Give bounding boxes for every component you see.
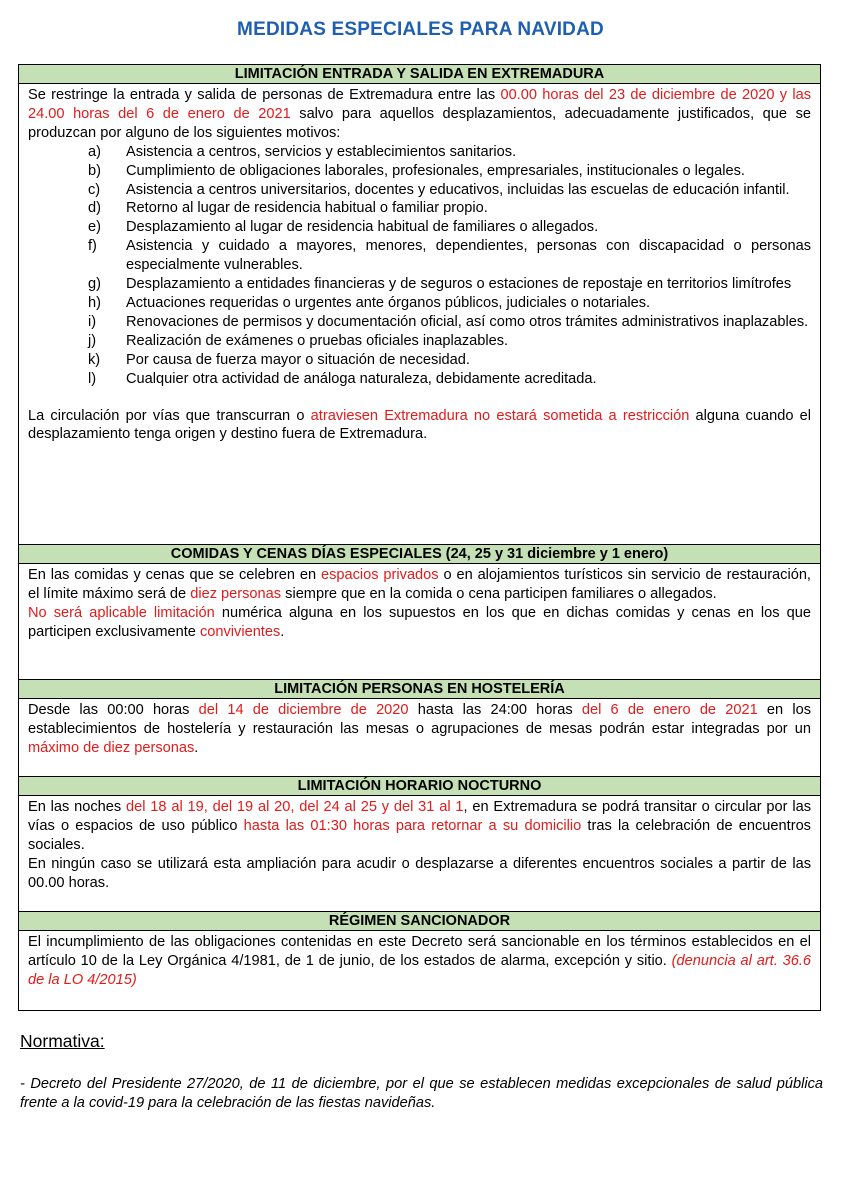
motivos-list bbox=[28, 143, 811, 389]
section-header: LIMITACIÓN HORARIO NOCTURNO bbox=[19, 776, 820, 796]
list-item bbox=[88, 313, 811, 332]
denuncia-note: (denuncia al art. 36.6 de la LO 4/2015) bbox=[28, 952, 811, 988]
section-entrada-salida bbox=[18, 64, 821, 546]
list-text: Cumplimiento de obligaciones laborales, profesionales, empresariales, institucionales o legales. bbox=[126, 162, 745, 179]
list-item bbox=[88, 218, 811, 237]
section-body bbox=[19, 699, 820, 764]
list-item bbox=[88, 237, 811, 275]
paragraph: El incumplimiento de las obligaciones contenidas en este Decreto será sancionable en los términos establecidos en el artículo 10 de la Ley Orgánica 4/1981, de 1 de junio, de los estados de alarma, excepción y sitio. (denuncia al art. 36.6 de la LO 4/2015) bbox=[28, 934, 811, 988]
highlight-dates: 00.00 horas del 23 de diciembre de 2020 y las 24.00 horas del 6 de enero de 2021 bbox=[28, 87, 812, 122]
section-header: RÉGIMEN SANCIONADOR bbox=[19, 911, 820, 931]
paragraph: En las comidas y cenas que se celebren en espacios privados o en alojamientos turísticos sin servicio de restauración, el límite máximo será de diez personas siempre que en la comida o cena participen familiares o allegados. bbox=[28, 567, 811, 602]
list-item bbox=[88, 370, 811, 389]
paragraph: En ningún caso se utilizará esta ampliación para acudir o desplazarse a diferentes encuentros sociales a partir de las 00.00 horas. bbox=[28, 855, 811, 891]
list-text: Cualquier otra actividad de análoga naturaleza, debidamente acreditada. bbox=[126, 370, 597, 387]
list-marker: j) bbox=[88, 332, 97, 349]
section-regimen-sancionador bbox=[18, 911, 821, 1011]
list-marker: b) bbox=[88, 162, 101, 179]
list-text: Asistencia a centros universitarios, docentes y educativos, incluidas las escuelas de educación infantil. bbox=[126, 181, 790, 198]
list-marker: g) bbox=[88, 276, 101, 293]
list-text: Retorno al lugar de residencia habitual o familiar propio. bbox=[126, 200, 488, 217]
list-text: Actuaciones requeridas o urgentes ante órganos públicos, judiciales o notariales. bbox=[126, 294, 651, 311]
list-marker: l) bbox=[88, 370, 97, 387]
list-marker: f) bbox=[88, 238, 97, 255]
list-marker: c) bbox=[88, 181, 101, 198]
normativa-text: - Decreto del Presidente 27/2020, de 11 de diciembre, por el que se establecen medidas excepcionales de salud pública frente a la covid-19 para la celebración de las fiestas navideñas. bbox=[20, 1076, 823, 1111]
section-body bbox=[19, 796, 820, 899]
list-item bbox=[88, 294, 811, 313]
list-text: Realización de exámenes o pruebas oficiales inaplazables. bbox=[126, 332, 509, 349]
section-header: LIMITACIÓN PERSONAS EN HOSTELERÍA bbox=[19, 679, 820, 699]
section-comidas-cenas bbox=[18, 544, 821, 681]
list-marker: a) bbox=[88, 143, 101, 160]
list-item bbox=[88, 143, 811, 162]
normativa-title: Normativa: bbox=[20, 1031, 105, 1051]
list-text: Asistencia y cuidado a mayores, menores, dependientes, personas con discapacidad o personas especialmente vulnerables. bbox=[126, 238, 811, 274]
list-item bbox=[88, 162, 811, 181]
paragraph: Desde las 00:00 horas del 14 de diciembre de 2020 hasta las 24:00 horas del 6 de enero de 2021 en los establecimientos de hostelería y restauración las mesas o agrupaciones de mesas podrán estar integradas por un máximo de diez personas. bbox=[28, 702, 811, 756]
list-marker: i) bbox=[88, 313, 97, 330]
list-marker: e) bbox=[88, 219, 101, 236]
section-header: LIMITACIÓN ENTRADA Y SALIDA EN EXTREMADURA bbox=[19, 65, 820, 84]
section-body bbox=[19, 931, 820, 996]
section-body bbox=[19, 84, 820, 450]
paragraph: No será aplicable limitación numérica alguna en los supuestos en los que en dichas comidas y cenas en los que participen exclusivamente convivientes. bbox=[28, 604, 812, 640]
list-marker: h) bbox=[88, 294, 101, 311]
list-item bbox=[88, 351, 811, 370]
list-item bbox=[88, 332, 811, 351]
list-text: Desplazamiento al lugar de residencia habitual de familiares o allegados. bbox=[126, 219, 599, 236]
list-item bbox=[88, 199, 811, 218]
paragraph: En las noches del 18 al 19, del 19 al 20, del 24 al 25 y del 31 al 1, en Extremadura se podrá transitar o circular por las vías o espacios de uso público hasta las 01:30 horas para retornar a su domicilio tras la celebración de encuentros sociales. bbox=[28, 799, 811, 853]
list-text: Renovaciones de permisos y documentación oficial, así como otros trámites administrativos inaplazables. bbox=[126, 313, 809, 330]
list-text: Desplazamiento a entidades financieras y de seguros o estaciones de repostaje en territorios limítrofes bbox=[126, 276, 792, 293]
section-header: COMIDAS Y CENAS DÍAS ESPECIALES (24, 25 y 31 diciembre y 1 enero) bbox=[19, 544, 820, 564]
page-title: MEDIDAS ESPECIALES PARA NAVIDAD bbox=[237, 19, 604, 40]
section-hosteleria bbox=[18, 679, 821, 778]
list-marker: k) bbox=[88, 351, 101, 368]
list-text: Por causa de fuerza mayor o situación de necesidad. bbox=[126, 351, 470, 368]
list-item bbox=[88, 275, 811, 294]
transit-paragraph: La circulación por vías que transcurran o atraviesen Extremadura no estará sometida a restricción alguna cuando el desplazamiento tenga origen y destino fuera de Extremadura. bbox=[28, 407, 811, 443]
list-marker: d) bbox=[88, 200, 101, 217]
intro-paragraph: Se restringe la entrada y salida de personas de Extremadura entre las 00.00 horas del 23 de diciembre de 2020 y las 24.00 horas del 6 de enero de 2021 salvo para aquellos desplazamientos, adecuadamente justificados, que se produzcan por alguno de los siguientes motivos: bbox=[28, 87, 812, 141]
section-body bbox=[19, 564, 820, 648]
section-horario-nocturno bbox=[18, 776, 821, 913]
list-text: Asistencia a centros, servicios y establecimientos sanitarios. bbox=[126, 143, 517, 160]
list-item bbox=[88, 181, 811, 200]
highlight-transit: atraviesen Extremadura no estará sometida a restricción bbox=[310, 407, 690, 424]
